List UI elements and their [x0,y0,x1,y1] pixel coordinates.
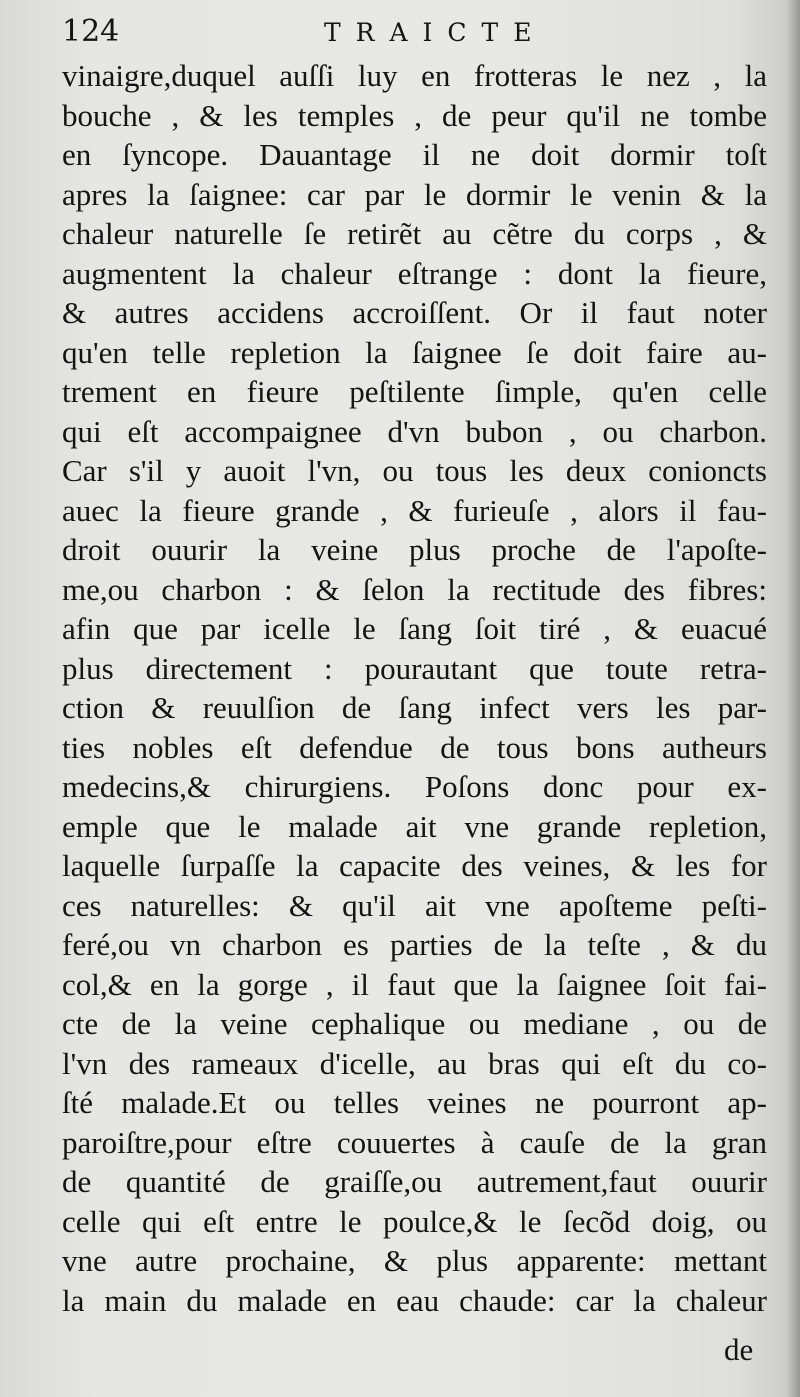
text-line: medecins,& chirurgiens. Poſons donc pour ex- [62,769,767,804]
text-line: col,& en la gorge , il faut que la ſaignee ſoit fai- [62,966,767,1002]
body-text [62,56,767,1320]
text-line: ction & reuulſion de ſang infect vers les par- [62,690,767,725]
text-line: trement en fieure peſtilente ſimple, qu'en celle [62,374,767,409]
text-line: vinaigre,duquel auſſi luy en frotteras le nez , la [62,58,767,93]
text-line: apres la ſaignee: car par le dormir le venin & la [62,176,767,212]
text-line: vne autre prochaine, & plus apparente: mettant [62,1243,767,1278]
text-line: Car s'il y auoit l'vn, ou tous les deux conioncts [62,453,767,488]
catchword: de [724,1332,754,1367]
running-head: TRAICTE [324,18,547,47]
text-line: ties nobles eſt defendue de tous bons autheurs [62,729,767,765]
text-line: qu'en telle repletion la ſaignee ſe doit faire au- [62,334,767,370]
page-header [62,14,762,54]
text-line: paroiſtre,pour eſtre couuertes à cauſe de la gran [62,1124,767,1160]
text-line: chaleur naturelle ſe retirẽt au cẽtre du corps , & [62,216,767,251]
text-line: bouche , & les temples , de peur qu'il ne tombe [62,97,767,133]
text-line: auec la fieure grande , & furieuſe , alors il fau- [62,492,767,528]
text-line: & autres accidens accroiſſent. Or il faut noter [62,295,767,330]
text-line: ces naturelles: & qu'il ait vne apoſteme peſti- [62,887,767,923]
text-line: laquelle ſurpaſſe la capacite des veines, & les for [62,848,767,883]
text-line: qui eſt accompaignee d'vn bubon , ou charbon. [62,413,767,449]
text-line: en ſyncope. Dauantage il ne doit dormir toſt [62,137,767,172]
page-gutter-shadow [786,0,800,1397]
page-number: 124 [62,14,120,49]
text-line: augmentent la chaleur eſtrange : dont la fieure, [62,255,767,291]
text-line: me,ou charbon : & ſelon la rectitude des fibres: [62,571,767,607]
text-line: ſté malade.Et ou telles veines ne pourront ap- [62,1085,767,1120]
text-line: l'vn des rameaux d'icelle, au bras qui eſt du co- [62,1045,767,1081]
text-line: cte de la veine cephalique ou mediane , ou de [62,1006,767,1041]
text-line: de quantité de graiſſe,ou autrement,faut ouurir [62,1164,767,1199]
text-line: afin que par icelle le ſang ſoit tiré , & euacué [62,611,767,646]
text-line: droit ouurir la veine plus proche de l'apoſte- [62,532,767,567]
text-line: celle qui eſt entre le poulce,& le ſecõd doig, ou [62,1203,767,1239]
text-line: feré,ou vn charbon es parties de la teſte , & du [62,927,767,962]
text-line: plus directement : pourautant que toute retra- [62,650,767,686]
text-line: la main du malade en eau chaude: car la chaleur [62,1282,767,1318]
text-line: emple que le malade ait vne grande repletion, [62,808,767,844]
